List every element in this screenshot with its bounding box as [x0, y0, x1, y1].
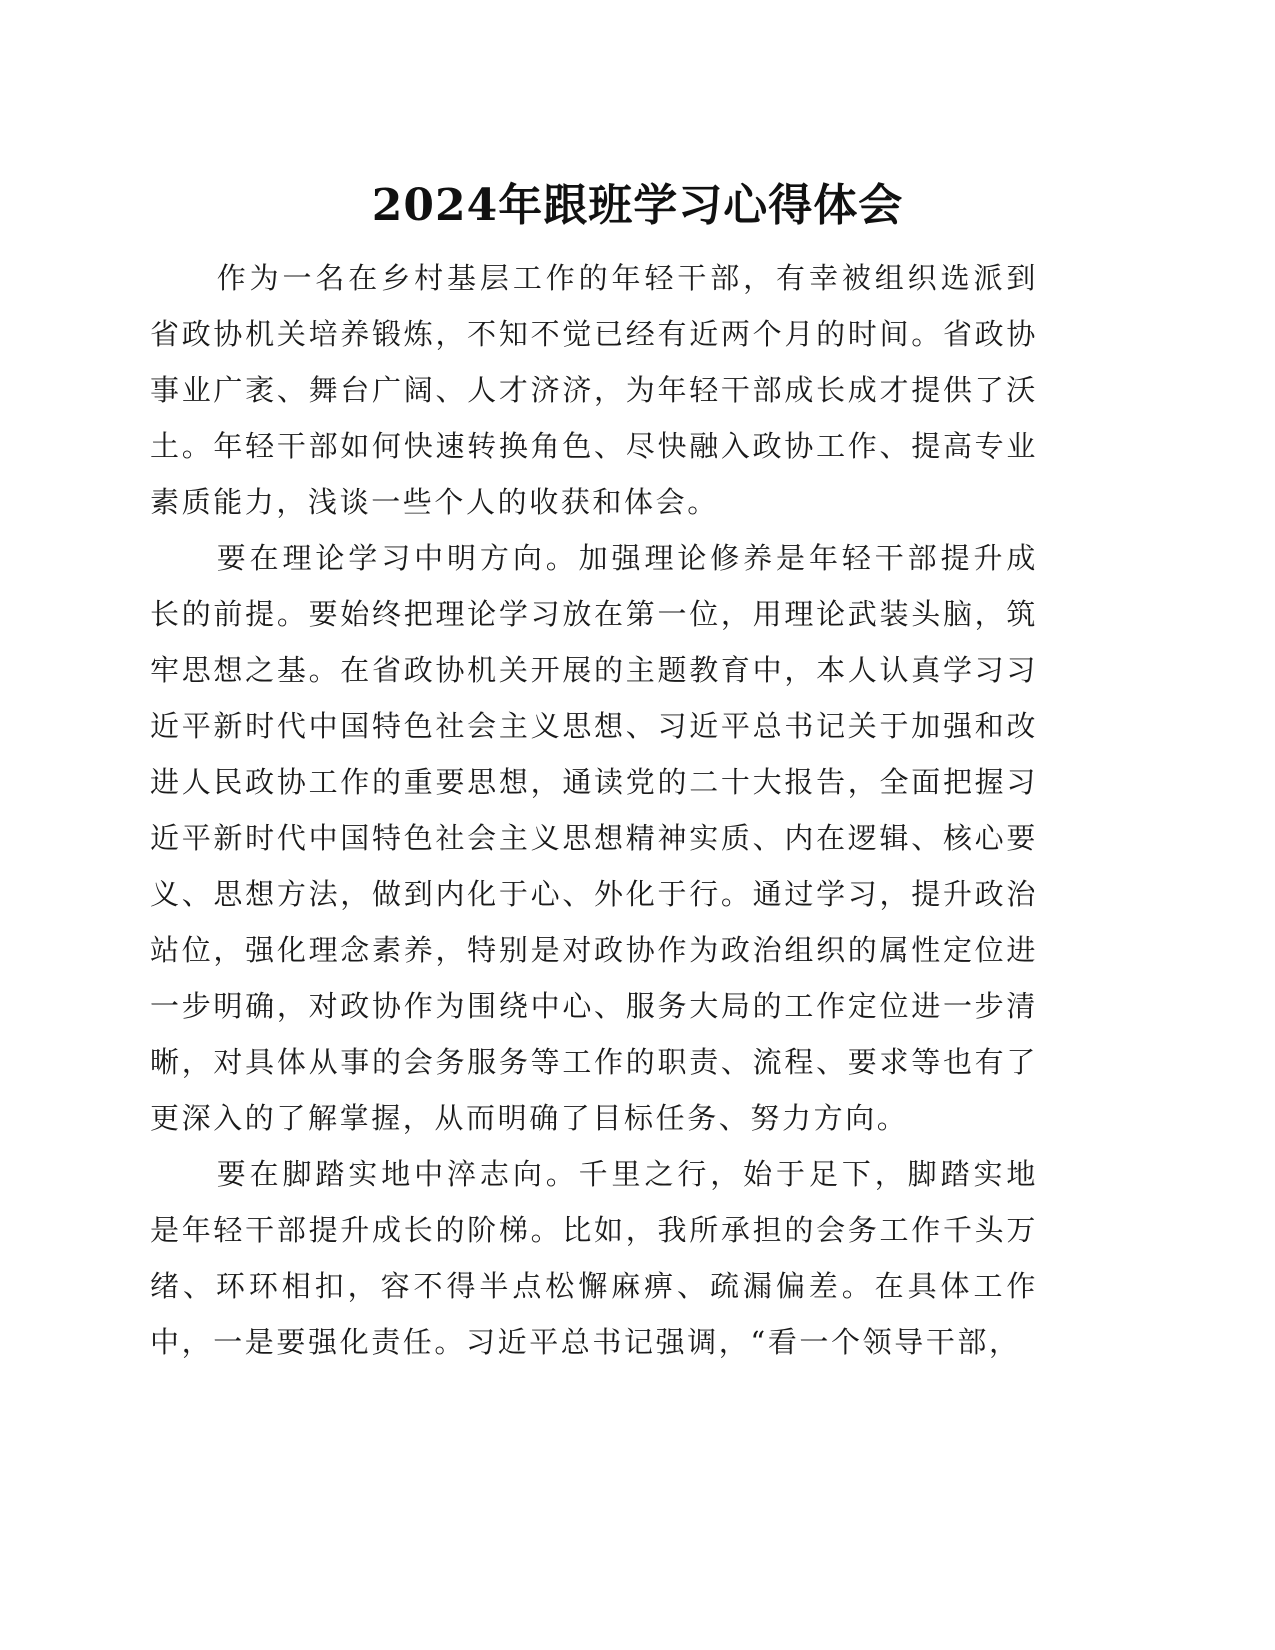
paragraph-practice: 要在脚踏实地中淬志向。千里之行，始于足下，脚踏实地是年轻干部提升成长的阶梯。比如，我所承担的会务工作千头万绪、环环相扣，容不得半点松懈麻痹、疏漏偏差。在具体工作中，一是要强化责任。习近平总书记强调，“看一个领导干部，: [150, 1157, 1038, 1359]
paragraph-theory-study: 要在理论学习中明方向。加强理论修养是年轻干部提升成长的前提。要始终把理论学习放在第一位，用理论武装头脑，筑牢思想之基。在省政协机关开展的主题教育中，本人认真学习习近平新时代中国特色社会主义思想、习近平总书记关于加强和改进人民政协工作的重要思想，通读党的二十大报告，全面把握习近平新时代中国特色社会主义思想精神实质、内在逻辑、核心要义、思想方法，做到内化于心、外化于行。通过学习，提升政治站位，强化理念素养，特别是对政协作为政治组织的属性定位进一步明确，对政协作为围绕中心、服务大局的工作定位进一步清晰，对具体从事的会务服务等工作的职责、流程、要求等也有了更深入的了解掌握，从而明确了目标任务、努力方向。: [150, 541, 1038, 1135]
paragraph-intro: 作为一名在乡村基层工作的年轻干部，有幸被组织选派到省政协机关培养锻炼，不知不觉已经有近两个月的时间。省政协事业广袤、舞台广阔、人才济济，为年轻干部成长成才提供了沃土。年轻干部如何快速转换角色、尽快融入政协工作、提高专业素质能力，浅谈一些个人的收获和体会。: [150, 261, 1038, 519]
document-title: 2024年跟班学习心得体会: [371, 180, 904, 231]
document-body: [150, 250, 1038, 1370]
